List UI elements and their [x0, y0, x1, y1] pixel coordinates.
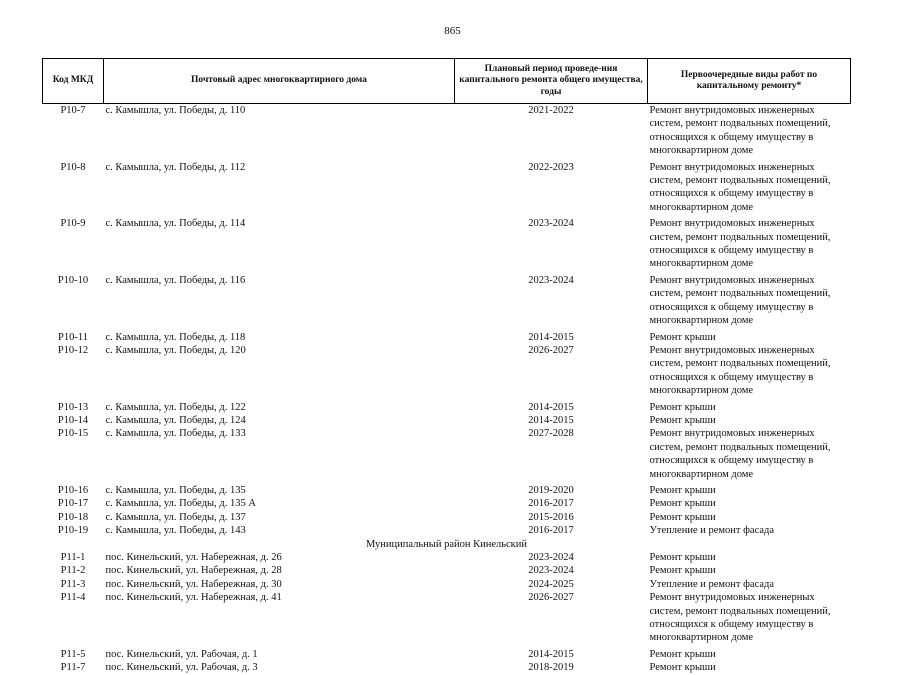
table-row — [43, 524, 851, 537]
cell-address: с. Камышла, ул. Победы, д. 112 — [105, 161, 246, 173]
table-row — [43, 414, 851, 427]
cell-address: пос. Кинельский, ул. Набережная, д. 30 — [105, 578, 282, 590]
table-row — [43, 331, 851, 344]
cell-period: 2024-2025 — [528, 578, 574, 590]
cell-works: Утепление и ремонт фасада — [649, 525, 775, 537]
table-row — [43, 551, 851, 564]
cell-address: с. Камышла, ул. Победы, д. 133 — [105, 428, 246, 440]
cell-period: 2026-2027 — [528, 344, 574, 356]
cell-works: Ремонт внутридомовых инженерных систем, ремонт подвальных помещений, относящихся к общему имуществу в многоквартирном доме — [649, 218, 831, 270]
cell-code: Р10-9 — [60, 218, 86, 230]
table-row — [43, 217, 851, 274]
cell-code: Р10-14 — [57, 414, 89, 426]
cell-works: Ремонт внутридомовых инженерных систем, ремонт подвальных помещений, относящихся к общему имуществу в многоквартирном доме — [649, 344, 831, 397]
cell-works: Ремонт крыши — [649, 662, 716, 674]
cell-works: Ремонт крыши — [649, 511, 716, 523]
cell-works: Ремонт крыши — [649, 331, 716, 343]
cell-period: 2018-2019 — [528, 662, 574, 674]
table-body — [43, 104, 851, 675]
table-row — [43, 401, 851, 414]
cell-address: с. Камышла, ул. Победы, д. 118 — [105, 331, 246, 343]
cell-address: пос. Кинельский, ул. Набережная, д. 28 — [105, 565, 282, 577]
cell-code: Р10-12 — [57, 344, 89, 356]
header-works: Первоочередные виды работ по капитальному ремонту* — [648, 59, 851, 104]
cell-works: Ремонт крыши — [649, 414, 716, 426]
cell-works: Ремонт внутридомовых инженерных систем, ремонт подвальных помещений, относящихся к общему имуществу в многоквартирном доме — [649, 105, 831, 157]
cell-code: Р10-7 — [60, 105, 86, 116]
cell-code: Р10-11 — [58, 331, 88, 343]
table-row — [43, 484, 851, 497]
cell-period: 2014-2015 — [528, 648, 574, 660]
table-row — [43, 161, 851, 218]
cell-works: Ремонт внутридомовых инженерных систем, ремонт подвальных помещений, относящихся к общему имуществу в многоквартирном доме — [649, 274, 831, 327]
repair-schedule-table — [42, 58, 851, 675]
cell-address: с. Камышла, ул. Победы, д. 137 — [105, 511, 246, 523]
cell-works: Ремонт крыши — [649, 648, 716, 660]
cell-works: Ремонт внутридомовых инженерных систем, ремонт подвальных помещений, относящихся к общему имуществу в многоквартирном доме — [649, 161, 831, 213]
cell-address: пос. Кинельский, ул. Набережная, д. 26 — [105, 552, 282, 563]
cell-code: Р11-2 — [60, 565, 86, 577]
cell-code: Р11-4 — [60, 592, 86, 604]
table-row — [43, 104, 851, 161]
cell-address: с. Камышла, ул. Победы, д. 110 — [105, 105, 246, 116]
table-row — [43, 427, 851, 484]
table-row — [43, 344, 851, 401]
cell-address: пос. Кинельский, ул. Рабочая, д. 3 — [105, 662, 258, 674]
cell-code: Р10-10 — [57, 274, 89, 286]
cell-code: Р10-8 — [60, 161, 86, 173]
cell-address: с. Камышла, ул. Победы, д. 120 — [105, 344, 246, 356]
header-code: Код МКД — [43, 59, 104, 104]
table-row — [43, 564, 851, 577]
cell-works: Утепление и ремонт фасада — [649, 578, 775, 590]
cell-works: Ремонт крыши — [649, 484, 716, 496]
page-number: 865 — [444, 25, 461, 37]
cell-period: 2023-2024 — [528, 218, 574, 230]
cell-code: Р11-1 — [60, 552, 86, 563]
cell-code: Р10-18 — [57, 511, 89, 523]
table-row — [43, 497, 851, 510]
cell-period: 2014-2015 — [528, 331, 574, 343]
cell-address: с. Камышла, ул. Победы, д. 135 А — [105, 498, 256, 510]
cell-period: 2023-2024 — [528, 565, 574, 577]
cell-period: 2022-2023 — [528, 161, 574, 173]
cell-address: с. Камышла, ул. Победы, д. 135 — [105, 484, 246, 496]
cell-period: 2016-2017 — [528, 525, 574, 537]
cell-period: 2026-2027 — [528, 592, 574, 604]
cell-period: 2021-2022 — [528, 105, 574, 116]
table-row — [43, 661, 851, 674]
header-address: Почтовый адрес многоквартирного дома — [104, 59, 455, 104]
table-header — [43, 59, 851, 104]
cell-code: Р10-15 — [57, 428, 89, 440]
cell-address: с. Камышла, ул. Победы, д. 116 — [105, 274, 246, 286]
cell-period: 2019-2020 — [528, 484, 574, 496]
cell-works: Ремонт крыши — [649, 552, 716, 563]
cell-code: Р10-13 — [57, 401, 89, 413]
cell-address: пос. Кинельский, ул. Рабочая, д. 1 — [105, 648, 258, 660]
cell-period: 2023-2024 — [528, 552, 574, 563]
cell-period: 2014-2015 — [528, 401, 574, 413]
cell-works: Ремонт крыши — [649, 498, 716, 510]
cell-address: с. Камышла, ул. Победы, д. 143 — [105, 525, 246, 537]
table-row — [43, 591, 851, 648]
section-title: Муниципальный район Кинельский — [365, 538, 528, 550]
cell-code: Р11-5 — [60, 648, 86, 660]
cell-address: с. Камышла, ул. Победы, д. 114 — [105, 218, 246, 230]
cell-period: 2015-2016 — [528, 511, 574, 523]
cell-address: с. Камышла, ул. Победы, д. 122 — [105, 401, 246, 413]
cell-period: 2014-2015 — [528, 414, 574, 426]
cell-code: Р11-3 — [60, 578, 86, 590]
table-row — [43, 274, 851, 331]
table-row — [43, 511, 851, 524]
cell-address: с. Камышла, ул. Победы, д. 124 — [105, 414, 246, 426]
cell-period: 2023-2024 — [528, 274, 574, 286]
cell-works: Ремонт внутридомовых инженерных систем, ремонт подвальных помещений, относящихся к общему имуществу в многоквартирном доме — [649, 428, 831, 480]
cell-works: Ремонт крыши — [649, 401, 716, 413]
cell-address: пос. Кинельский, ул. Набережная, д. 41 — [105, 592, 282, 604]
cell-works: Ремонт внутридомовых инженерных систем, ремонт подвальных помещений, относящихся к общему имуществу в многоквартирном доме — [649, 592, 831, 644]
table-row — [43, 578, 851, 591]
cell-code: Р10-17 — [57, 498, 89, 510]
header-period: Плановый период проведе-ния капитального ремонта общего имущества, годы — [455, 59, 648, 104]
table-row — [43, 648, 851, 661]
section-row — [43, 538, 851, 551]
cell-code: Р11-7 — [60, 662, 86, 674]
cell-code: Р10-16 — [57, 484, 89, 496]
cell-period: 2016-2017 — [528, 498, 574, 510]
cell-works: Ремонт крыши — [649, 565, 716, 577]
cell-code: Р10-19 — [57, 525, 89, 537]
cell-period: 2027-2028 — [528, 428, 574, 440]
